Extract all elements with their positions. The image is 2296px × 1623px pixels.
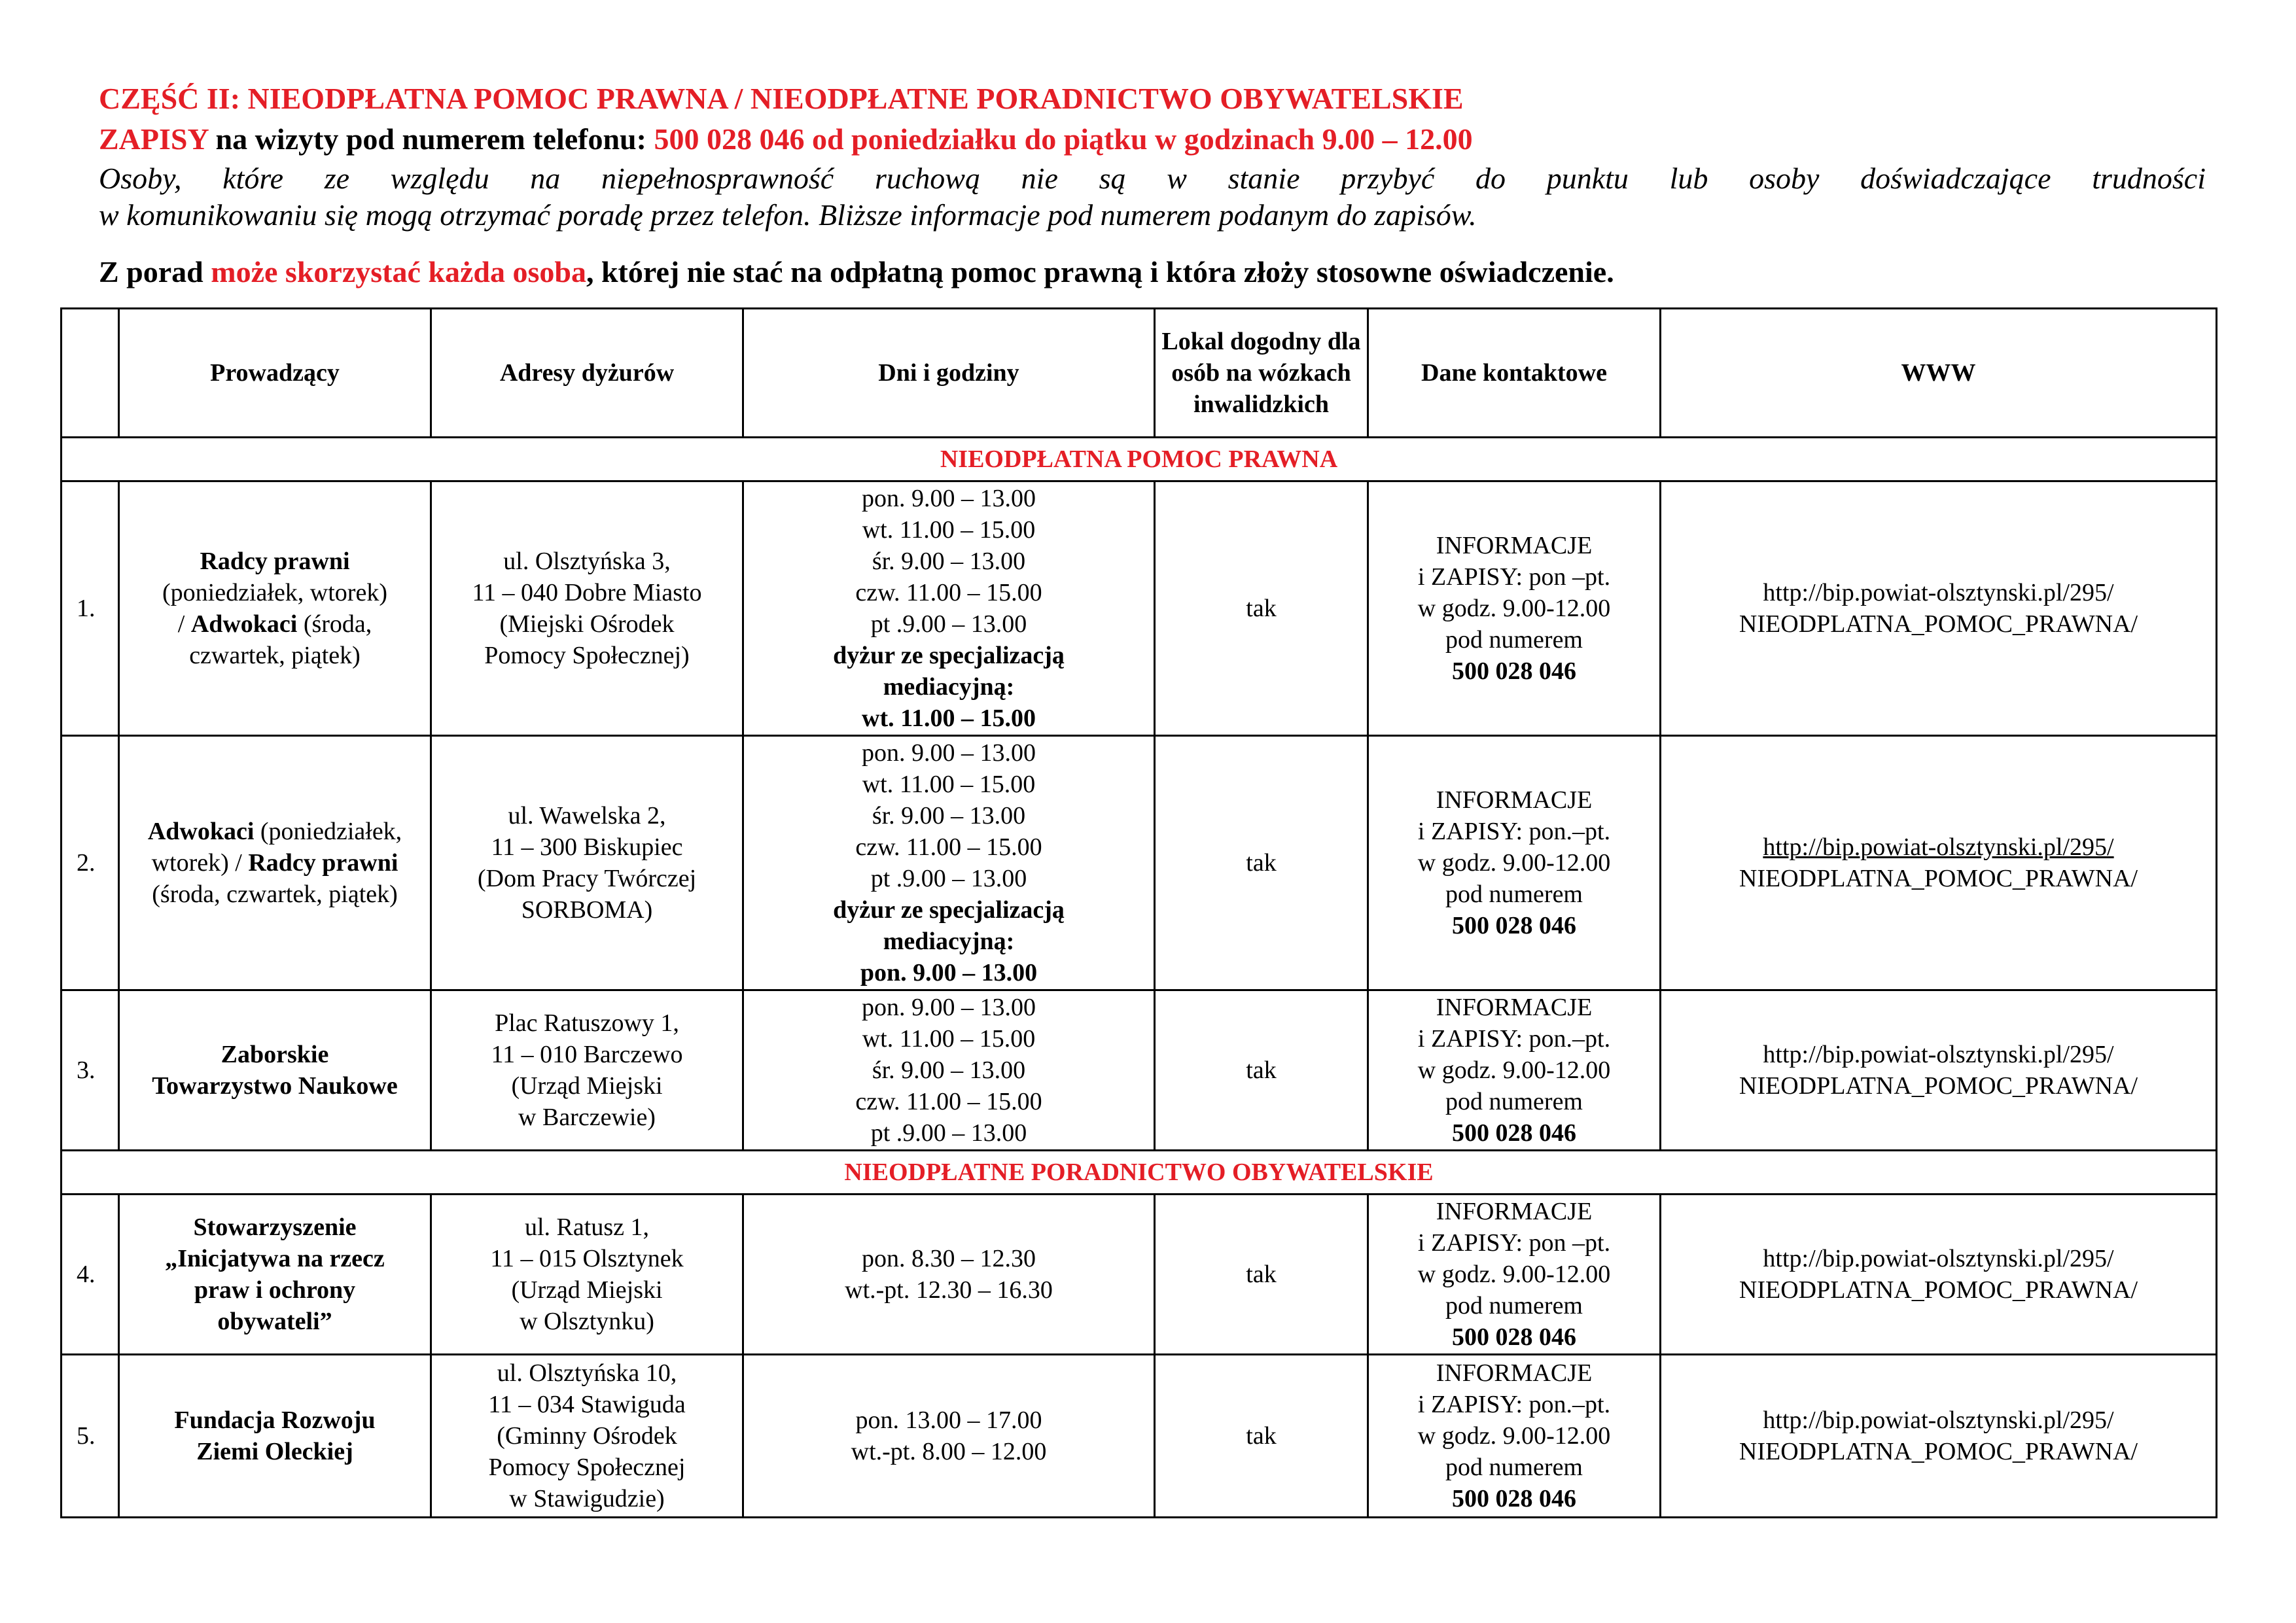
hours-line: śr. 9.00 – 13.00 bbox=[872, 548, 1026, 575]
provider-days: (poniedziałek, bbox=[254, 818, 402, 845]
www-cell[interactable] bbox=[1661, 736, 2217, 990]
eligibility-a: Z porad bbox=[99, 255, 211, 288]
contact-phone: 500 028 046 bbox=[1452, 1485, 1576, 1512]
contact-line: i ZAPISY: pon –pt. bbox=[1417, 1229, 1611, 1257]
provider-name: Adwokaci bbox=[147, 818, 255, 845]
address-cell bbox=[431, 736, 743, 990]
table-row bbox=[62, 1195, 2217, 1355]
contact-cell bbox=[1368, 1355, 1661, 1518]
section-title: NIEODPŁATNE PORADNICTWO OBYWATELSKIE bbox=[62, 1151, 2217, 1195]
provider-cell bbox=[119, 1195, 431, 1355]
contact-line: w godz. 9.00-12.00 bbox=[1417, 1261, 1611, 1288]
www-link[interactable]: http://bip.powiat-olsztynski.pl/295/ bbox=[1763, 833, 2114, 861]
hours-line: śr. 9.00 – 13.00 bbox=[872, 1056, 1026, 1084]
hours-line: wt.-pt. 12.30 – 16.30 bbox=[845, 1276, 1053, 1304]
contact-line: INFORMACJE bbox=[1436, 532, 1593, 559]
special-line: pon. 9.00 – 13.00 bbox=[860, 959, 1038, 986]
contact-line: INFORMACJE bbox=[1436, 1359, 1593, 1387]
contact-cell bbox=[1368, 736, 1661, 990]
address-line: w Barczewie) bbox=[518, 1104, 656, 1131]
hours-line: pon. 8.30 – 12.30 bbox=[862, 1245, 1036, 1272]
provider-name-line: Zaborskie bbox=[221, 1041, 329, 1068]
address-line: ul. Olsztyńska 10, bbox=[497, 1359, 677, 1387]
address-line: 11 – 040 Dobre Miasto bbox=[472, 579, 702, 606]
address-line: ul. Ratusz 1, bbox=[525, 1213, 649, 1241]
contact-line: pod numerem bbox=[1445, 1454, 1583, 1481]
address-line: Pomocy Społecznej) bbox=[484, 642, 690, 669]
address-cell bbox=[431, 1195, 743, 1355]
provider-cell bbox=[119, 1355, 431, 1518]
contact-cell bbox=[1368, 481, 1661, 736]
table-row bbox=[62, 736, 2217, 990]
provider-days-2b: (środa, czwartek, piątek) bbox=[152, 881, 398, 908]
address-line: w Stawigudzie) bbox=[509, 1485, 665, 1512]
www-link[interactable]: http://bip.powiat-olsztynski.pl/295/ bbox=[1763, 1406, 2114, 1434]
provider-cell bbox=[119, 990, 431, 1151]
table-row bbox=[62, 990, 2217, 1151]
eligibility-line bbox=[99, 252, 1614, 292]
contact-line: w godz. 9.00-12.00 bbox=[1417, 1422, 1611, 1450]
hours-line: pon. 13.00 – 17.00 bbox=[855, 1406, 1042, 1434]
hours-line: pt .9.00 – 13.00 bbox=[870, 610, 1027, 638]
table-header-row bbox=[62, 309, 2217, 438]
www-cell[interactable] bbox=[1661, 1355, 2217, 1518]
hours-cell bbox=[743, 481, 1155, 736]
contact-phone: 500 028 046 bbox=[1452, 912, 1576, 939]
contact-phone: 500 028 046 bbox=[1452, 1323, 1576, 1351]
address-line: (Urząd Miejski bbox=[511, 1072, 663, 1100]
address-line: 11 – 034 Stawiguda bbox=[488, 1391, 686, 1418]
registration-line bbox=[99, 119, 1473, 160]
hours-line: pon. 9.00 – 13.00 bbox=[862, 739, 1036, 767]
hours-line: pon. 9.00 – 13.00 bbox=[862, 994, 1036, 1021]
provider-cell bbox=[119, 481, 431, 736]
address-cell bbox=[431, 990, 743, 1151]
contact-cell bbox=[1368, 1195, 1661, 1355]
special-line: mediacyjną: bbox=[883, 673, 1015, 701]
address-line: 11 – 300 Biskupiec bbox=[491, 833, 683, 861]
hours-line: czw. 11.00 – 15.00 bbox=[855, 833, 1042, 861]
address-line: (Miejski Ośrodek bbox=[499, 610, 675, 638]
row-number: 3. bbox=[62, 990, 119, 1151]
hours-line: pt .9.00 – 13.00 bbox=[870, 1119, 1027, 1147]
address-line: 11 – 010 Barczewo bbox=[491, 1041, 683, 1068]
contact-line: INFORMACJE bbox=[1436, 1198, 1593, 1225]
contact-phone: 500 028 046 bbox=[1452, 657, 1576, 685]
provider-sep: wtorek) / bbox=[151, 849, 249, 877]
address-line: (Urząd Miejski bbox=[511, 1276, 663, 1304]
col-header-hours: Dni i godziny bbox=[743, 309, 1155, 438]
hours-line: wt.-pt. 8.00 – 12.00 bbox=[851, 1438, 1047, 1465]
address-cell bbox=[431, 481, 743, 736]
hours-line: czw. 11.00 – 15.00 bbox=[855, 579, 1042, 606]
address-line: w Olsztynku) bbox=[520, 1308, 654, 1335]
contact-line: i ZAPISY: pon.–pt. bbox=[1417, 1391, 1611, 1418]
contact-line: i ZAPISY: pon.–pt. bbox=[1417, 1025, 1611, 1053]
www-link[interactable]: http://bip.powiat-olsztynski.pl/295/ bbox=[1763, 1245, 2114, 1272]
accessible-cell: tak bbox=[1155, 736, 1368, 990]
contact-line: w godz. 9.00-12.00 bbox=[1417, 849, 1611, 877]
contact-line: w godz. 9.00-12.00 bbox=[1417, 1056, 1611, 1084]
contact-line: i ZAPISY: pon.–pt. bbox=[1417, 818, 1611, 845]
address-line: Pomocy Społecznej bbox=[488, 1454, 686, 1481]
provider-days: (poniedziałek, wtorek) bbox=[162, 579, 387, 606]
www-cell[interactable] bbox=[1661, 990, 2217, 1151]
provider-name-2: Radcy prawni bbox=[248, 849, 398, 877]
hours-cell bbox=[743, 990, 1155, 1151]
legal-aid-table bbox=[60, 307, 2217, 1518]
col-header-address: Adresy dyżurów bbox=[431, 309, 743, 438]
col-header-contact: Dane kontaktowe bbox=[1368, 309, 1661, 438]
hours-line: śr. 9.00 – 13.00 bbox=[872, 802, 1026, 829]
address-line: ul. Olsztyńska 3, bbox=[503, 548, 671, 575]
provider-days-2b: czwartek, piątek) bbox=[189, 642, 361, 669]
hours-cell bbox=[743, 1195, 1155, 1355]
contact-line: i ZAPISY: pon –pt. bbox=[1417, 563, 1611, 591]
accessible-cell: tak bbox=[1155, 1195, 1368, 1355]
row-number: 5. bbox=[62, 1355, 119, 1518]
www-cell[interactable] bbox=[1661, 481, 2217, 736]
table-row bbox=[62, 1355, 2217, 1518]
contact-line: w godz. 9.00-12.00 bbox=[1417, 595, 1611, 622]
www-link-path[interactable]: NIEODPLATNA_POMOC_PRAWNA/ bbox=[1739, 610, 2138, 638]
provider-name-line: Fundacja Rozwoju bbox=[174, 1406, 376, 1434]
eligibility-c: , której nie stać na odpłatną pomoc prawną i która złoży stosowne oświadczenie. bbox=[586, 255, 1614, 288]
www-cell[interactable] bbox=[1661, 1195, 2217, 1355]
accessible-cell: tak bbox=[1155, 990, 1368, 1151]
row-number: 1. bbox=[62, 481, 119, 736]
contact-line: INFORMACJE bbox=[1436, 994, 1593, 1021]
section-row bbox=[62, 1151, 2217, 1195]
www-link[interactable]: http://bip.powiat-olsztynski.pl/295/ bbox=[1763, 1041, 2114, 1068]
provider-name-line: Ziemi Oleckiej bbox=[196, 1438, 353, 1465]
address-line: (Dom Pracy Twórczej bbox=[477, 865, 697, 892]
provider-name-line: Stowarzyszenie bbox=[193, 1213, 357, 1241]
hours-line: pon. 9.00 – 13.00 bbox=[862, 485, 1036, 512]
col-header-num bbox=[62, 309, 119, 438]
www-link-path[interactable]: NIEODPLATNA_POMOC_PRAWNA/ bbox=[1739, 1438, 2138, 1465]
accessible-cell: tak bbox=[1155, 1355, 1368, 1518]
hours-cell bbox=[743, 1355, 1155, 1518]
provider-cell bbox=[119, 736, 431, 990]
address-cell bbox=[431, 1355, 743, 1518]
special-line: dyżur ze specjalizacją bbox=[833, 642, 1065, 669]
provider-name-line: „Inicjatywa na rzecz bbox=[165, 1245, 385, 1272]
provider-name-line: obywateli” bbox=[217, 1308, 332, 1335]
zapisy-word: ZAPISY bbox=[99, 122, 208, 156]
provider-name-line: Towarzystwo Naukowe bbox=[152, 1072, 398, 1100]
contact-line: INFORMACJE bbox=[1436, 786, 1593, 814]
accessible-cell: tak bbox=[1155, 481, 1368, 736]
hours-line: wt. 11.00 – 15.00 bbox=[862, 516, 1036, 544]
row-number: 2. bbox=[62, 736, 119, 990]
www-link-path[interactable]: NIEODPLATNA_POMOC_PRAWNA/ bbox=[1739, 1276, 2138, 1304]
contact-cell bbox=[1368, 990, 1661, 1151]
contact-line: pod numerem bbox=[1445, 1292, 1583, 1319]
eligibility-b: może skorzystać każda osoba bbox=[211, 255, 586, 288]
address-line: ul. Wawelska 2, bbox=[508, 802, 666, 829]
contact-line: pod numerem bbox=[1445, 626, 1583, 654]
table-row bbox=[62, 481, 2217, 736]
section-row bbox=[62, 438, 2217, 481]
zapisy-text: na wizyty pod numerem telefonu: bbox=[208, 122, 654, 156]
special-line: wt. 11.00 – 15.00 bbox=[862, 705, 1036, 732]
provider-sep: / bbox=[177, 610, 191, 638]
address-line: (Gminny Ośrodek bbox=[497, 1422, 677, 1450]
www-link-path[interactable]: NIEODPLATNA_POMOC_PRAWNA/ bbox=[1739, 865, 2138, 892]
provider-name-line: praw i ochrony bbox=[194, 1276, 356, 1304]
www-link-path[interactable]: NIEODPLATNA_POMOC_PRAWNA/ bbox=[1739, 1072, 2138, 1100]
contact-line: pod numerem bbox=[1445, 881, 1583, 908]
special-line: mediacyjną: bbox=[883, 928, 1015, 955]
col-header-accessible: Lokal dogodny dla osób na wózkach inwalidzkich bbox=[1155, 309, 1368, 438]
info-line-2: w komunikowaniu się mogą otrzymać poradę przez telefon. Bliższe informacje pod numerem podanym do zapisów. bbox=[99, 198, 1477, 232]
special-line: dyżur ze specjalizacją bbox=[833, 896, 1065, 924]
hours-line: pt .9.00 – 13.00 bbox=[870, 865, 1027, 892]
col-header-provider: Prowadzący bbox=[119, 309, 431, 438]
provider-name: Radcy prawni bbox=[200, 548, 350, 575]
hours-cell bbox=[743, 736, 1155, 990]
document-title: CZĘŚĆ II: NIEODPŁATNA POMOC PRAWNA / NIEODPŁATNE PORADNICTWO OBYWATELSKIE bbox=[99, 82, 1464, 115]
provider-days-2a: (środa, bbox=[297, 610, 372, 638]
provider-name-2: Adwokaci bbox=[190, 610, 298, 638]
hours-line: wt. 11.00 – 15.00 bbox=[862, 771, 1036, 798]
address-line: Plac Ratuszowy 1, bbox=[495, 1009, 679, 1037]
contact-line: pod numerem bbox=[1445, 1088, 1583, 1115]
zapisy-details: 500 028 046 od poniedziałku do piątku w godzinach 9.00 – 12.00 bbox=[654, 122, 1473, 156]
section-title: NIEODPŁATNA POMOC PRAWNA bbox=[62, 438, 2217, 481]
col-header-www: WWW bbox=[1661, 309, 2217, 438]
hours-line: wt. 11.00 – 15.00 bbox=[862, 1025, 1036, 1053]
address-line: SORBOMA) bbox=[521, 896, 653, 924]
address-line: 11 – 015 Olsztynek bbox=[490, 1245, 684, 1272]
hours-line: czw. 11.00 – 15.00 bbox=[855, 1088, 1042, 1115]
contact-phone: 500 028 046 bbox=[1452, 1119, 1576, 1147]
info-line-1: Osoby, które ze względu na niepełnosprawność ruchową nie są w stanie przybyć do punktu lub osoby doświadczające trudności bbox=[99, 162, 2206, 195]
row-number: 4. bbox=[62, 1195, 119, 1355]
www-link[interactable]: http://bip.powiat-olsztynski.pl/295/ bbox=[1763, 579, 2114, 606]
